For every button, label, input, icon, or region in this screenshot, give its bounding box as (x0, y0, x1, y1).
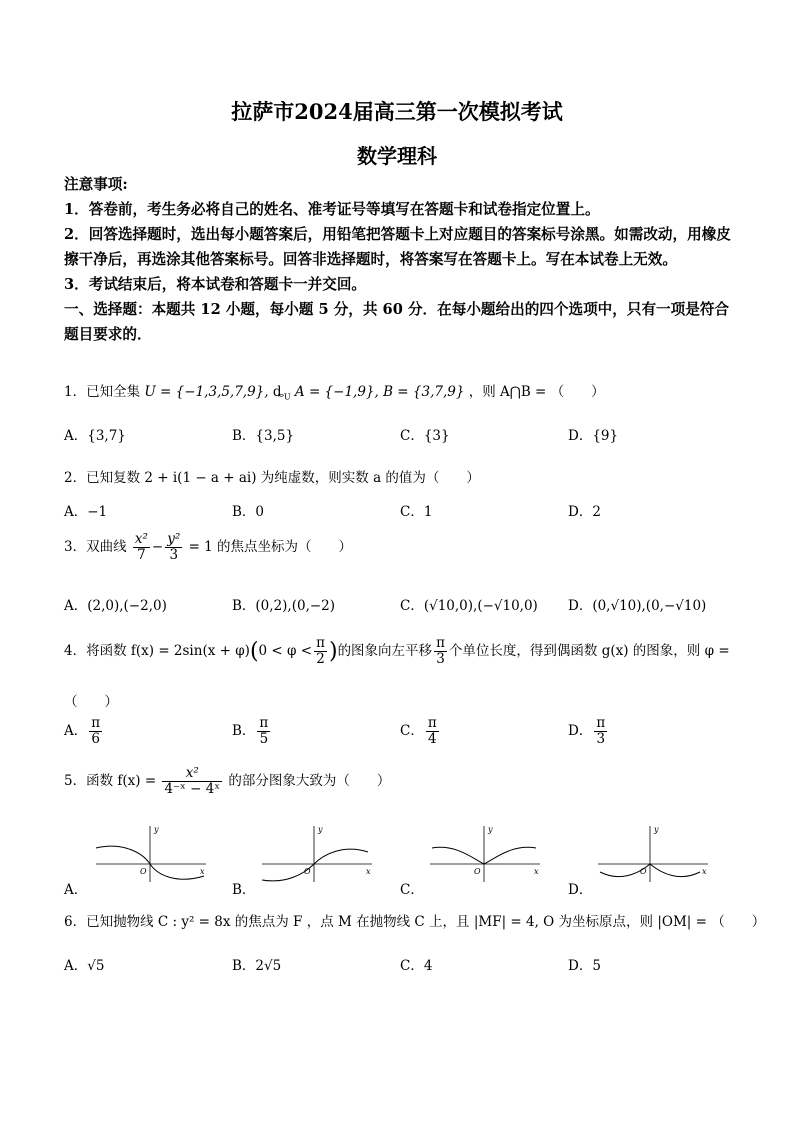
question-1: 1．已知全集 U = {−1,3,5,7,9}, $ȡ_U$ A = {−1,9}, B = {3,7,9} ，则 A⋂B = （ ） (64, 384, 605, 402)
q5-graph-a (92, 822, 212, 884)
q5-graph-a-x-label: x (200, 867, 205, 876)
q4-fraction-pi-2 (314, 636, 327, 667)
q1-option-d: D．{9} (568, 428, 619, 444)
section-heading: 一、选择题：本题共 12 小题，每小题 5 分，共 60 分．在每小题给出的四个选项中，只有一项是符合题目要求的． (64, 301, 730, 343)
q5-graph-d (594, 822, 714, 884)
q5-graph-b-origin: O (304, 867, 311, 876)
q1-stem-a: 1．已知全集 (64, 384, 141, 400)
q5-graph-a-origin: O (140, 867, 147, 876)
q5-numerator: x² (185, 765, 199, 781)
note-item-1: 1．答卷前，考生务必将自己的姓名、准考证号等填写在答题卡和试卷指定位置上。 (64, 201, 600, 218)
question-6: 6．已知抛物线 C : y² = 8x 的焦点为 F ，点 M 在抛物线 C 上，且 |MF| = 4, O 为坐标原点，则 |OM| = （ ） (64, 914, 766, 930)
q4-answer-paren: （ ） (64, 694, 118, 710)
q3-fraction-x (133, 532, 150, 563)
q2-option-a: A．−1 (64, 504, 108, 520)
q4-option-c-letter: C． (400, 722, 424, 739)
q1-option-a: A．{3,7} (64, 428, 126, 444)
q4-option-a (64, 716, 104, 747)
q5-graph-d-y-label: y (654, 825, 659, 834)
q3-den-3: 3 (169, 546, 179, 563)
q4-option-c-den: 4 (427, 730, 437, 747)
q3-den-7: 7 (137, 546, 146, 563)
note-item-2: 2．回答选择题时，选出每小题答案后，用铅笔把答题卡上对应题目的答案标号涂黑。如需改动，用橡皮擦干净后，再选涂其他答案标号。回答非选择题时，将答案写在答题卡上。写在本试卷上无效。 (64, 226, 731, 268)
q4-option-a-letter: A． (64, 722, 88, 739)
notes-heading: 注意事项: (64, 176, 128, 193)
q4-option-d-pi: π (596, 715, 606, 731)
q4-pi-1: π (316, 635, 325, 651)
q5-stem-a: 5．函数 f(x) = (64, 772, 157, 789)
note-item-3: 3．考试结束后，将本试卷和答题卡一并交回。 (64, 276, 367, 293)
q6-option-c: C．4 (400, 958, 433, 974)
q5-graph-b (258, 822, 378, 884)
q1-universal-set: U = {−1,3,5,7,9}, (144, 384, 269, 400)
q2-option-d: D．2 (568, 504, 601, 520)
q5-graph-b-y-label: y (318, 825, 323, 834)
question-2: 2．已知复数 2 + i(1 − a + ai) 为纯虚数，则实数 a 的值为（ ） (64, 470, 480, 486)
q1-sets: A = {−1,9}, B = {3,7,9} (294, 384, 465, 400)
q4-option-c-pi: π (427, 715, 437, 731)
q4-option-a-pi: π (91, 715, 101, 731)
q4-den-3: 3 (436, 650, 445, 667)
q3-y2: y² (167, 531, 181, 547)
q5-stem-b: 的部分图象大致为（ ） (228, 772, 391, 789)
q1-option-b: B．{3,5} (232, 428, 295, 444)
q5-graph-a-y-label: y (154, 825, 159, 834)
q5-denominator: 4⁻ˣ − 4ˣ (164, 780, 221, 797)
q3-fraction-y (165, 532, 182, 563)
q2-option-b: B．0 (232, 504, 265, 520)
q4-option-d-den: 3 (596, 730, 606, 747)
q6-option-b: B．2√5 (232, 958, 282, 974)
q4-option-a-den: 6 (91, 730, 100, 747)
q4-fraction-pi-3 (434, 636, 447, 667)
notes-block (64, 172, 732, 347)
q3-option-b: B．(0,2),(0,−2) (232, 598, 336, 614)
q5-label-a: A． (64, 882, 88, 898)
q5-fraction (162, 766, 222, 797)
q3-option-d: D．(0,√10),(0,−√10) (568, 598, 707, 614)
q3-stem-a: 3．双曲线 (64, 538, 127, 555)
q2-option-c: C．1 (400, 504, 433, 520)
q4-option-d (568, 716, 609, 747)
q1-option-c: C．{3} (400, 428, 450, 444)
q5-graph-c-origin: O (474, 867, 481, 876)
q4-pi-2: π (436, 635, 445, 651)
q4-option-b-den: 5 (259, 730, 269, 747)
q3-option-a: A．(2,0),(−2,0) (64, 598, 167, 614)
q4-option-d-letter: D． (568, 722, 593, 739)
q4-option-c (400, 716, 441, 747)
q3-option-c: C．(√10,0),(−√10,0) (400, 598, 538, 614)
q5-graph-b-x-label: x (366, 867, 371, 876)
q4-option-b-letter: B． (232, 722, 256, 739)
exam-title: 拉萨市2024届高三第一次模拟考试 (231, 99, 563, 124)
q6-option-d: D．5 (568, 958, 601, 974)
q4-option-b (232, 716, 272, 747)
q3-stem-b: = 1 的焦点坐标为（ ） (188, 538, 353, 555)
q4-den-2: 2 (316, 650, 325, 667)
q3-x2: x² (134, 531, 148, 547)
question-5 (64, 766, 390, 797)
q6-option-a: A．√5 (64, 958, 105, 974)
q4-stem-c: 个单位长度，得到偶函数 g(x) 的图象，则 φ = (448, 642, 730, 659)
q1-stem-b: ，则 A⋂B = （ ） (468, 384, 605, 400)
q5-label-c: C． (400, 882, 424, 898)
q4-condition: 0 < φ < (258, 642, 313, 659)
question-3: 3．双曲线 $\frac{\text{x²}}{7}$ − $\frac{\text{y²}}{3}$ = 1 的焦点坐标为（ ） (64, 531, 353, 563)
q5-graph-d-x-label: x (702, 867, 707, 876)
q5-graph-d-origin: O (640, 867, 647, 876)
q5-graph-c-x-label: x (534, 867, 539, 876)
q5-graph-c-y-label: y (488, 825, 493, 834)
q4-stem-a: 4．将函数 f(x) = 2sin(x + φ) (64, 642, 250, 659)
question-4: 4．将函数 f(x) = 2sin(x + φ)(0 < φ < $\frac{\pi}{2}$ )的图象向左平移 $\frac{\pi}{3}$ 个单位长度，得到偶函数 g(x) 的图象，则 φ = (64, 635, 730, 667)
q4-option-b-pi: π (259, 715, 269, 731)
q5-label-b: B． (232, 882, 256, 898)
exam-subject: 数学理科 (357, 144, 437, 168)
q5-label-d: D． (568, 882, 593, 898)
q4-stem-b: 的图象向左平移 (337, 642, 433, 659)
q1-complement-symbol: ȡ (272, 384, 284, 400)
q5-graph-c (426, 822, 546, 884)
